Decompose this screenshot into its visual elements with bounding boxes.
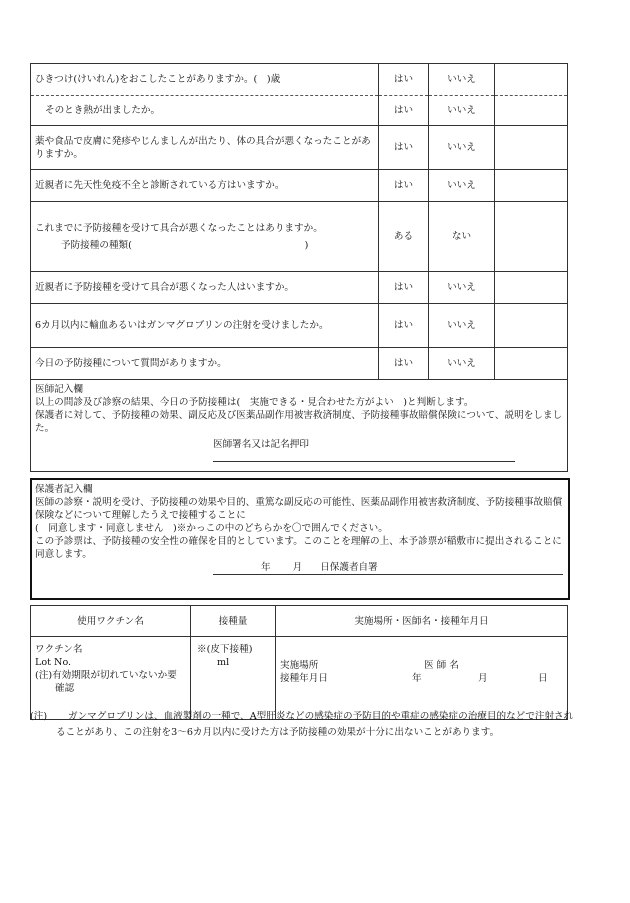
question-row: [31, 348, 568, 380]
question-row: [31, 170, 568, 202]
doctor-name-label: 医 師 名: [424, 660, 459, 671]
expiry-note-text: (注)有効期限が切れていないか要確認: [35, 670, 177, 694]
question-text: 6カ月以内に輸血あるいはガンマグロブリンの注射を受けましたか。: [31, 304, 379, 348]
question-text: ひきつけ(けいれん)をおこしたことがありますか。( )歳: [31, 64, 379, 96]
notes-cell[interactable]: [495, 96, 568, 126]
yes-option[interactable]: ある: [379, 202, 429, 272]
doctor-section-title: 医師記入欄: [35, 384, 83, 395]
question-cell: [31, 202, 379, 272]
yes-option[interactable]: はい: [379, 348, 429, 380]
footnote-text: ガンマグロブリンは、血液製剤の一種で、A型肝炎などの感染症の予防目的や重症の感染症の治療目的などで注射されることがあり、この注射を3～6カ月以内に受けた方は予防接種の効果が十分に出ないことがあります。: [56, 711, 574, 738]
date-row: [280, 672, 563, 685]
guardian-signature-label: 日保護者自署: [320, 562, 378, 573]
notes-cell[interactable]: [495, 126, 568, 170]
notes-cell[interactable]: [495, 64, 568, 96]
yes-option[interactable]: はい: [379, 126, 429, 170]
question-row: [31, 272, 568, 304]
question-row: [31, 126, 568, 170]
footnote: [30, 709, 575, 741]
guardian-agreement-text: この予診票は、予防接種の安全性の確保を目的としています。このことを理解の上、本予診票が稲敷市に提出されることに同意します。: [35, 536, 562, 560]
doctor-signature-line[interactable]: [35, 438, 563, 466]
question-text: これまでに予防接種を受けて具合が悪くなったことはありますか。: [35, 222, 323, 234]
dose-note: ※(皮下接種): [197, 644, 253, 655]
notes-cell[interactable]: [495, 170, 568, 202]
yes-option[interactable]: はい: [379, 64, 429, 96]
question-row: [31, 64, 568, 96]
signature-underline: [213, 451, 515, 462]
sign-month-label: 月: [292, 562, 303, 573]
no-option[interactable]: いいえ: [429, 64, 495, 96]
vaccine-record-table: [30, 605, 568, 720]
vaccine-type-field[interactable]: 予防接種の種類( ): [61, 239, 309, 251]
notes-cell[interactable]: [495, 272, 568, 304]
doctor-cell: [31, 380, 568, 472]
footnote-text-wrap: [30, 709, 575, 741]
lot-number-label: Lot No.: [35, 657, 72, 668]
doctor-section: [31, 380, 568, 472]
place-label: 実施場所: [280, 660, 319, 671]
question-row: [31, 304, 568, 348]
no-option[interactable]: いいえ: [429, 126, 495, 170]
question-text: 今日の予防接種について質問がありますか。: [31, 348, 379, 380]
no-option[interactable]: いいえ: [429, 96, 495, 126]
no-option[interactable]: いいえ: [429, 348, 495, 380]
vaccine-name-label: ワクチン名: [35, 644, 83, 655]
question-text: 近親者に先天性免疫不全と診断されている方はいますか。: [31, 170, 379, 202]
day-label: 日: [538, 673, 548, 684]
year-label: 年: [412, 673, 422, 684]
dose-cell[interactable]: [191, 637, 276, 720]
place-row: [280, 659, 563, 672]
vaccine-name-cell[interactable]: [31, 637, 191, 720]
yes-option[interactable]: はい: [379, 96, 429, 126]
no-option[interactable]: ない: [429, 202, 495, 272]
place-cell[interactable]: [276, 637, 568, 720]
question-text: 近親者に予防接種を受けて具合が悪くなった人はいますか。: [31, 272, 379, 304]
month-label: 月: [478, 673, 488, 684]
question-row: [31, 96, 568, 126]
guardian-section: [30, 478, 570, 600]
expiry-note: [35, 669, 186, 695]
dose-unit: ml: [217, 657, 230, 668]
doctor-signature-label: 医師署名又は記名押印: [213, 439, 309, 450]
doctor-judgement-text: 以上の問診及び診察の結果、今日の予防接種は( 実施できる・見合わせた方がよい )と判断します。: [35, 397, 474, 408]
yes-option[interactable]: はい: [379, 304, 429, 348]
question-text: そのとき熱が出ましたか。: [31, 96, 379, 126]
no-option[interactable]: いいえ: [429, 304, 495, 348]
consent-choice[interactable]: ( 同意します・同意しません )※かっこの中のどちらかを〇で囲んでください。: [35, 523, 388, 534]
question-row: [31, 202, 568, 272]
sign-year-label: 年: [261, 562, 271, 573]
question-text: 薬や食品で皮膚に発疹やじんましんが出たり、体の具合が悪くなったことがありますか。: [31, 126, 379, 170]
notes-cell[interactable]: [495, 348, 568, 380]
yes-option[interactable]: はい: [379, 272, 429, 304]
guardian-consent-text: 医師の診察・説明を受け、予防接種の効果や目的、重篤な副反応の可能性、医薬品副作用被害救済制度、予防接種事故賠償保険などについて理解したうえで接種することに: [35, 497, 563, 521]
vaccine-header-row: [31, 606, 568, 637]
guardian-section-title: 保護者記入欄: [35, 484, 93, 495]
vaccine-name-header: 使用ワクチン名: [31, 606, 191, 637]
guardian-signature-line[interactable]: [35, 561, 566, 575]
yes-option[interactable]: はい: [379, 170, 429, 202]
date-label: 接種年月日: [280, 673, 328, 684]
notes-cell[interactable]: [495, 304, 568, 348]
footnote-marker: (注): [30, 711, 48, 722]
questionnaire-table: [30, 63, 568, 472]
doctor-explanation-text: 保護者に対して、予防接種の効果、副反応及び医薬品副作用被害救済制度、予防接種事故賠償保険について、説明をしました。: [35, 410, 563, 434]
notes-cell[interactable]: [495, 202, 568, 272]
dose-header: 接種量: [191, 606, 276, 637]
vaccine-body-row: [31, 637, 568, 720]
no-option[interactable]: いいえ: [429, 272, 495, 304]
signature-underline: [213, 561, 563, 575]
no-option[interactable]: いいえ: [429, 170, 495, 202]
place-header: 実施場所・医師名・接種年月日: [276, 606, 568, 637]
